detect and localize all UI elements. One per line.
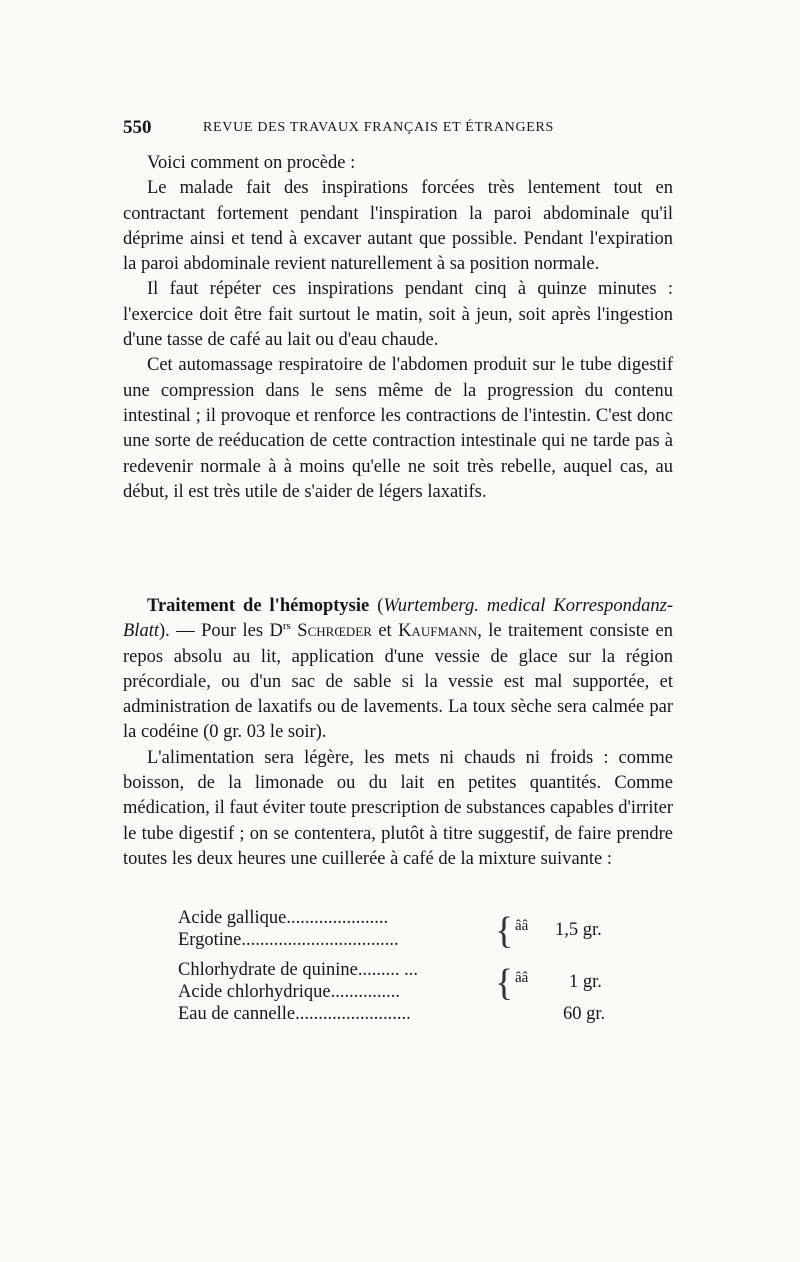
- page-header: [123, 117, 623, 143]
- article-title: Traitement de l'hémoptysie: [147, 596, 370, 616]
- paragraph: Voici comment on procède :: [147, 153, 356, 173]
- source-close: ). — Pour les D: [158, 621, 283, 642]
- ingredient-line: Acide gallique......................: [178, 908, 389, 928]
- author-name: Kaufmann: [398, 621, 478, 642]
- brace-glyph: {: [495, 910, 514, 952]
- dose-amount: 60 gr.: [563, 1004, 606, 1024]
- paragraph: Il faut répéter ces inspirations pendant cinq à quinze minutes : l'exercice doit être fait surtout le matin, soit à jeun, soit après l'ingestion d'une tasse de café au lait ou d'eau chaude.: [123, 279, 673, 351]
- dose-amount: 1,5 gr.: [555, 920, 602, 940]
- dose-aa: ââ: [515, 970, 529, 986]
- dose-amount: 1 gr.: [569, 972, 602, 992]
- page-number: 550: [123, 117, 152, 138]
- ingredient-line: Eau de cannelle.........................: [178, 1004, 411, 1024]
- source-open: (: [369, 596, 384, 616]
- conjunction: et: [371, 621, 399, 642]
- paragraph: L'alimentation sera légère, les mets ni chauds ni froids : comme boisson, de la limonade ou du lait en petites quantités. Comme médication, il faut éviter toute prescription de substances capables d'irriter le tube digestif ; on se contentera, plutôt à titre suggestif, de faire prendre toutes les deux heures une cuillerée à café de la mixture suivante :: [123, 747, 673, 869]
- ingredient-line: Ergotine..................................: [178, 930, 399, 950]
- running-head: REVUE DES TRAVAUX FRANÇAIS ET ÉTRANGERS: [203, 120, 555, 135]
- ingredient-line: Chlorhydrate de quinine......... ...: [178, 960, 418, 980]
- author-name: Schrœder: [297, 621, 372, 642]
- article-source: Wurtemberg. medical Korrespondanz-Blatt: [123, 596, 673, 642]
- paragraph-text: , le traitement consiste en repos absolu au lit, application d'une vessie de glace sur la région précordiale, ou d'un sac de sable si la vessie est mal supportée, et administration de laxatifs ou de lavements. La toux sèche sera calmée par la codéine (0 gr. 03 le soir).: [123, 621, 673, 743]
- paragraph: [123, 594, 673, 746]
- paragraph: Cet automassage respiratoire de l'abdomen produit sur le tube digestif une compression dans le sens même de la progression du contenu intestinal ; il provoque et renforce les contractions de l'intestin. C'est donc une sorte de reéducation de cette contraction intestinale qui ne tarde pas à redevenir normale à à moins qu'elle ne soit très rebelle, auquel cas, au début, il est très utile de s'aider de légers laxatifs.: [123, 355, 673, 502]
- brace-glyph: {: [495, 962, 514, 1004]
- drs-superscript: rs: [282, 620, 291, 633]
- ingredient-line: Acide chlorhydrique...............: [178, 982, 400, 1002]
- section-automassage: [123, 151, 673, 505]
- dose-aa: ââ: [515, 918, 529, 934]
- section-hemoptysie: [123, 594, 673, 872]
- paragraph: Le malade fait des inspirations forcées très lentement tout en contractant fortement pendant l'inspiration la paroi abdominale qu'il déprime ainsi et tend à excaver autant que possible. Pendant l'expiration la paroi abdominale revient naturellement à sa position normale.: [123, 178, 673, 275]
